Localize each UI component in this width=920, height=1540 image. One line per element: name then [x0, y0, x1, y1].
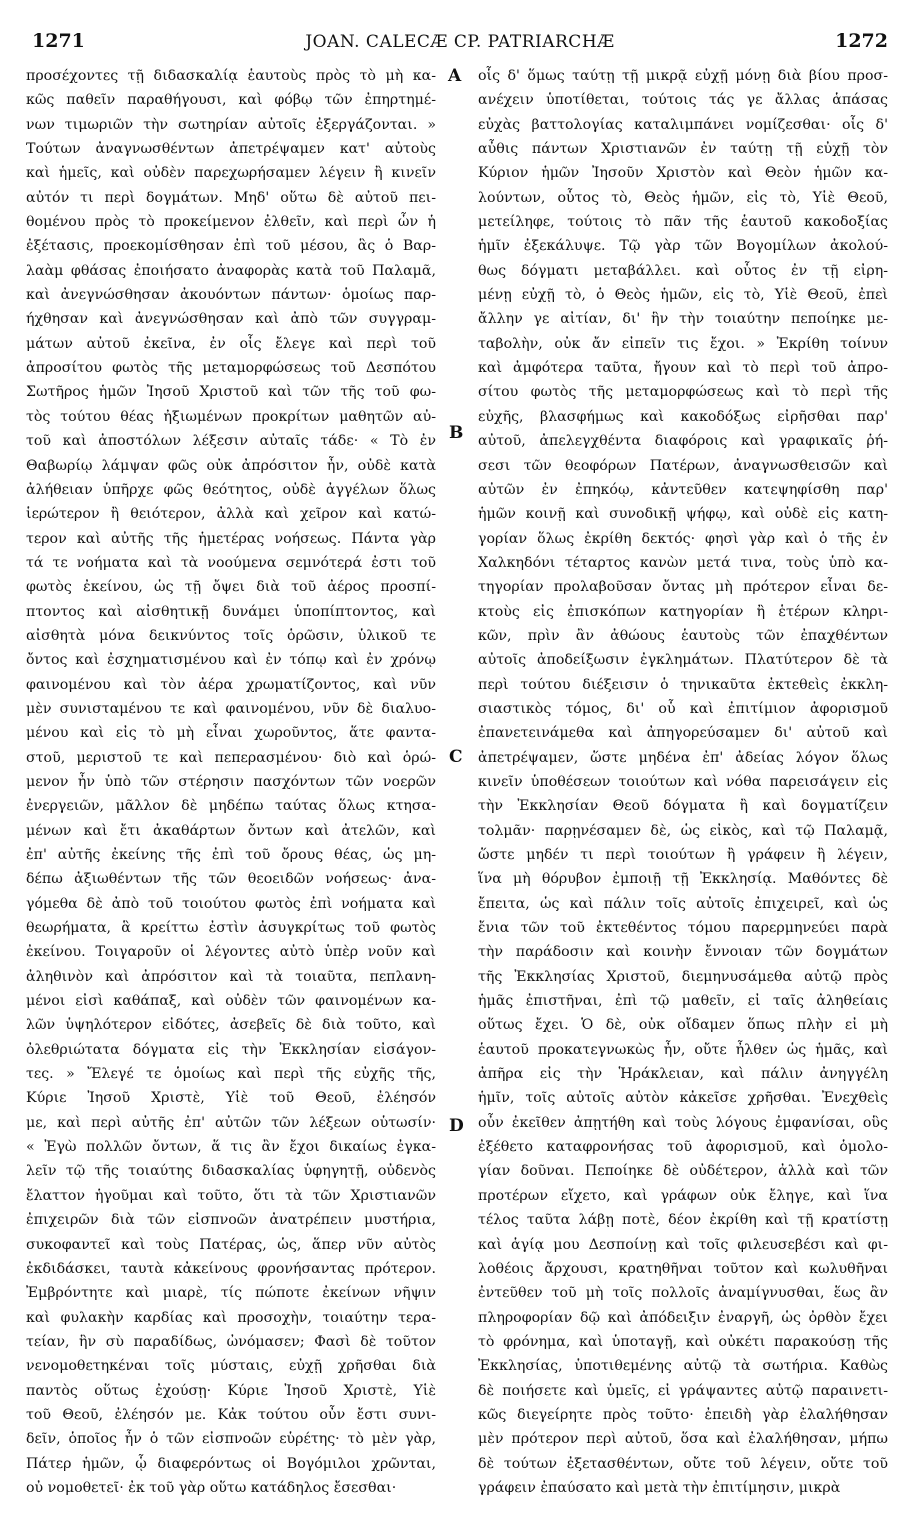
text-line: ἀλήθειαν ὑπῆρχε φῶς θεότητος, οὐδὲ ἀγγέλων ὅλως — [26, 481, 436, 498]
text-line: εὐχὰς βαττολογίας καταλιμπάνει νομίζεσθαι· οἷς δ' — [478, 116, 888, 133]
text-line: ἀπετρέψαμεν, ὥστε μηδένα ἐπ' ἀδείας λόγον ὅλως — [478, 749, 888, 766]
text-line: Κύριον ἡμῶν Ἰησοῦν Χριστὸν καὶ Θεὸν ἡμῶν κα- — [478, 165, 888, 182]
text-line: λεῖν τῷ τῆς τοιαύτης διδασκαλίας ὑφηγητῇ, οὐδενὸς — [26, 1163, 436, 1180]
text-line: « Ἐγὼ πολλῶν ὄντων, ἅ τις ἂν ἔχοι δικαίως ἐγκα- — [26, 1139, 436, 1156]
text-line: με, καὶ περὶ αὐτῆς ἐπ' αὐτῶν τῶν λέξεων οὑτωσίν· — [26, 1114, 436, 1131]
text-line: ἀπροσίτου φωτὸς τῆς μεταμορφώσεως τοῦ Δεσπότου — [26, 360, 436, 377]
margin-marker-b: B — [449, 423, 464, 443]
text-line: τολμᾶν· παρῃνέσαμεν δὲ, ὡς εἰκὸς, καὶ τῷ Παλαμᾷ, — [478, 822, 888, 839]
text-line: οὕτως ἔχει. Ὁ δὲ, οὐκ οἴδαμεν ὅπως πλὴν εἰ μὴ — [478, 1017, 888, 1034]
text-line: ἐπιχειρῶν διὰ τῶν εἰσπνοῶν ἀνατρέπειν μυστήρια, — [26, 1212, 436, 1229]
text-line: καὶ ἁγίᾳ μου Δεσποίνῃ καὶ τοῖς φιλευσεβέσι καὶ φι- — [478, 1236, 888, 1253]
text-line: καὶ ἡμεῖς, καὶ οὐδὲν παρεχωρήσαμεν λέγειν ἢ κινεῖν — [26, 165, 436, 182]
text-line: δὲ τούτων ἐξετασθέντων, οὔτε τοῦ λέγειν, οὔτε τοῦ — [478, 1455, 888, 1472]
text-line: πτοντος καὶ αἰσθητικῇ δυνάμει ὑποπίπτοντος, καὶ — [26, 603, 436, 620]
text-line: ἀπῆρα εἰς τὴν Ἡράκλειαν, καὶ πάλιν ἀνηγγέλη — [478, 1066, 888, 1083]
margin-marker-c: C — [449, 747, 463, 767]
page-header — [30, 30, 890, 56]
text-line: καὶ ἀμφότερα ταῦτα, ἤγουν καὶ τὸ περὶ τοῦ ἀπρο- — [478, 360, 888, 377]
text-line: ἵνα μὴ θόρυβον ἐμποιῇ τῇ Ἐκκλησίᾳ. Μαθόντες δὲ — [478, 871, 888, 888]
right-page-number: 1272 — [835, 30, 888, 52]
text-line: τοῦ Θεοῦ, ἐλέησόν με. Κἀκ τούτου οὖν ἔστι συνι- — [26, 1406, 436, 1423]
text-line: ἐκείνου. Τοιγαροῦν οἱ λέγοντες αὐτὸ ὑπὲρ νοῦν καὶ — [26, 944, 436, 961]
text-line: πληροφορίαν δῷ καὶ ἀπόδειξιν ἐναργῆ, ὡς ὀρθὸν ἔχει — [478, 1309, 888, 1326]
text-line: τὸ φρόνημα, καὶ ὑποταγῇ, καὶ οὐκέτι παρακούσῃ τῆς — [478, 1333, 888, 1350]
text-line: τὸς τούτου θέας ἠξιωμένων προκρίτων μαθητῶν αὐ- — [26, 408, 436, 425]
text-line: θεωρήματα, ἃ κρείττω ἐστὶν ἀσυγκρίτως τοῦ φωτὸς — [26, 920, 436, 937]
text-line: τες. » Ἔλεγέ τε ὁμοίως καὶ περὶ τῆς εὐχῆς τῆς, — [26, 1066, 436, 1083]
text-line: Σωτῆρος ἡμῶν Ἰησοῦ Χριστοῦ καὶ τῶν τῆς τοῦ φω- — [26, 384, 436, 401]
text-line: στοῦ, μεριστοῦ τε καὶ πεπερασμένου· διὸ καὶ ὁρώ- — [26, 749, 436, 766]
text-line: οὖν ἐκεῖθεν ἀπῃτήθη καὶ τοὺς λόγους ἐμφανίσαι, οὓς — [478, 1114, 888, 1131]
text-line: ἐπ' αὐτῆς ἐκείνης τῆς ἐπὶ τοῦ ὄρους θέας, ὡς μη- — [26, 847, 436, 863]
text-line: προτέρων εἴχετο, καὶ γράφων οὐκ ἔληγε, καὶ ἵνα — [478, 1187, 888, 1204]
text-line: Ἐκκλησίας, ὑποτιθεμένης αὐτῷ τὰ σωτήρια. Καθὼς — [478, 1358, 888, 1375]
text-line: ἐνεργειῶν, μᾶλλον δὲ μηδέπω ταύτας ὅλως κτησα- — [26, 798, 436, 815]
text-line: γράφειν ἐπαύσατο καὶ μετὰ τὴν ἐπιτίμησιν, μικρὰ — [478, 1479, 841, 1496]
text-line: κῶς διεγείρητε πρὸς τοῦτο· ἐπειδὴ γὰρ ἐλαλήθησαν — [478, 1406, 888, 1423]
text-line: ἀληθινὸν καὶ ἀπρόσιτον καὶ τὰ τοιαῦτα, πεπλανη- — [26, 968, 436, 985]
text-line: ανέχειν ὑποτίθεται, τούτοις τάς γε ἄλλας ἁπάσας — [478, 92, 888, 109]
text-line: σιαστικὸς τόμος, δι' οὗ καὶ ἐπιτίμιον ἀφορισμοῦ — [478, 700, 888, 717]
text-line: δέπω ἀξιωθέντων τῆς τῶν θεοειδῶν νοήσεως· ἀνα- — [26, 871, 436, 888]
text-line: τά τε νοήματα καὶ τὰ νοούμενα σεμνότερά ἐστι τοῦ — [26, 554, 436, 571]
text-line: σεσι τῶν θεοφόρων Πατέρων, ἀναγνωσθεισῶν καὶ — [478, 457, 888, 474]
text-line: ἑαυτοῦ προκατεγνωκὼς ἦν, οὔτε ἦλθεν ὡς ἡμᾶς, καὶ — [478, 1041, 888, 1058]
text-line: τῆς Ἐκκλησίας Χριστοῦ, διεμηνυσάμεθα αὐτῷ πρὸς — [478, 968, 888, 985]
text-line: περὶ τούτου διέξεισιν ὁ τηνικαῦτα ἐκτεθεὶς ἐκκλη- — [478, 676, 888, 693]
text-line: ἱερώτερον ἢ θειότερον, ἀλλὰ καὶ χεῖρον καὶ κατώ- — [26, 506, 436, 523]
text-line: μὲν συνισταμένου τε καὶ φαινομένου, νῦν δὲ διαλυο- — [26, 700, 436, 717]
text-line: μάτων αὐτοῦ ἐκεῖνα, ἐν οἷς ἔλεγε καὶ περὶ τοῦ — [26, 335, 436, 352]
text-line: ἡμᾶς ἐπιστῆναι, ἐπὶ τῷ μαθεῖν, εἰ ταῖς ἀληθείαις — [478, 993, 888, 1010]
text-line: εὐχῆς, βλασφήμως καὶ κακοδόξως εἰρῆσθαι παρ' — [478, 408, 888, 425]
text-line: μένων καὶ ἔτι ἀκαθάρτων ὄντων καὶ ἀτελῶν, καὶ — [26, 822, 436, 839]
text-line: φαινομένου καὶ τὸν ἀέρα χρωματίζοντος, καὶ νῦν — [26, 676, 436, 693]
text-line: Ἐμβρόντητε καὶ μιαρὲ, τίς πώποτε ἐκείνων νῆψιν — [26, 1285, 436, 1302]
text-line: οἷς δ' ὅμως ταύτῃ τῇ μικρᾷ εὐχῇ μόνῃ διὰ βίου προσ- — [478, 68, 888, 84]
text-line: ἐξέτασις, προεκομίσθησαν ἐπὶ τοῦ μέσου, ἃς ὁ Βαρ- — [26, 238, 436, 255]
text-line: τέλος ταῦτα λάβῃ ποτὲ, δέον ἐκρίθη καὶ τῇ κρατίστῃ — [478, 1212, 888, 1229]
text-line: μετείληφε, τούτοις τὸ πᾶν τῆς ἑαυτοῦ κακοδοξίας — [478, 214, 888, 231]
text-line: παντὸς οὕτως ἐχούσῃ· Κύριε Ἰησοῦ Χριστὲ, Υἱὲ — [26, 1382, 436, 1399]
text-line: αὐτοῦ, ἀπελεγχθέντα διαφόροις καὶ γραφικαῖς ῥή- — [478, 433, 888, 450]
text-line: ὄντος καὶ ἐσχηματισμένου καὶ ἐν τόπῳ καὶ ἐν χρόνῳ — [26, 652, 436, 669]
text-line: ἡμῖν, τοῖς αὐτοῖς αὐτὸν κἀκεῖσε χρῆσθαι. Ἐνεχθεὶς — [478, 1090, 888, 1107]
text-line: αὐτόν τι περὶ δογμάτων. Μηδ' οὕτω δὲ αὐτοῦ πει- — [26, 189, 436, 206]
text-line: αὐτοῖς ἀποδείξωσιν ἐγκλημάτων. Πλατύτερον δὲ τὰ — [478, 652, 888, 669]
text-line: γορίαν ὅλως ἐκρίθη δεκτός· φησὶ γὰρ καὶ ὁ τῆς ἐν — [478, 530, 888, 547]
text-line: τείαν, ἣν σὺ παραδίδως, ὠνόμασεν; Φασὶ δὲ τοῦτον — [26, 1333, 436, 1350]
text-line: μένοι εἰσὶ καθάπαξ, καὶ οὐδὲν τῶν φαινομένων κα- — [26, 993, 436, 1010]
text-line: Τούτων ἀναγνωσθέντων ἀπετρέψαμεν κατ' αὐτοὺς — [26, 141, 436, 158]
left-page-number: 1271 — [32, 30, 85, 52]
text-line: Θαβωρίῳ λάμψαν φῶς οὐκ ἀπρόσιτον ἦν, οὐδὲ κατὰ — [26, 457, 436, 474]
text-line: δεῖν, ὁποῖος ἦν ὁ τῶν εἰσπνοῶν εὑρέτης· τὸ μὲν γὰρ, — [26, 1431, 436, 1448]
text-line: κινεῖν ὑποθέσεων τοιούτων καὶ νόθα παρεισάγειν εἰς — [478, 773, 888, 790]
text-line: θως δόγματι μεταβάλλει. καὶ οὗτος ἐν τῇ εἰρη- — [478, 262, 888, 279]
text-line: καὶ φυλακὴν καρδίας καὶ προσοχὴν, τοιαύτην τερα- — [26, 1309, 436, 1326]
text-line: κῶς παθεῖν παραθήγουσι, καὶ φόβῳ τῶν ἐπηρτημέ- — [26, 92, 436, 109]
text-line: καὶ ἀνεγνώσθησαν ἀκουόντων πάντων· ὁμοίως παρ- — [26, 287, 436, 304]
text-line: νενομοθετηκέναι τοῖς μύσταις, εὐχῇ χρῆσθαι διὰ — [26, 1358, 436, 1375]
text-line: ταβολὴν, οὐκ ἄν εἰπεῖν τις ἔχοι. » Ἐκρίθη τοίνυν — [478, 335, 888, 352]
text-line: ἡμῖν ἐξεκάλυψε. Τῷ γὰρ τῶν Βογομίλων ἀκολού- — [478, 238, 888, 255]
text-line: οὐ νομοθετεῖ· ἐκ τοῦ γὰρ οὕτω κατάδηλος ἔσεσθαι· — [26, 1479, 397, 1496]
text-line: αἰσθητὰ μόνα δεικνύντος τοῖς ὁρῶσιν, ὑλικοῦ τε — [26, 627, 436, 644]
text-line: κῶν, πρὶν ἂν ἀθώους ἑαυτοὺς τῶν ἐπαχθέντων — [478, 627, 888, 644]
text-line: ἔνια τῶν τοῦ ἐκτεθέντος τόμου παρερμηνεύει παρὰ — [478, 920, 888, 937]
text-line: αὐτῶν ἐν ἐπηκόῳ, κἀντεῦθεν κατεψηφίσθη παρ' — [478, 481, 888, 498]
text-line: ήχθησαν καὶ ἀνεγνώσθησαν καὶ ἀπὸ τῶν συγγραμ- — [26, 311, 436, 328]
text-line: γόμεθα δὲ ἀπὸ τοῦ τοιούτου φωτὸς ἐπὶ νοήματα καὶ — [26, 895, 436, 912]
text-line: ἐκδιδάσκει, ταυτὰ κἀκείνους φρονήσαντας πρότερον. — [26, 1260, 436, 1277]
text-line: γίαν δοῦναι. Πεποίηκε δὲ οὐδέτερον, ἀλλὰ καὶ τῶν — [478, 1163, 888, 1180]
text-line: ἡμῶν κοινῇ καὶ συνοδικῇ ψήφῳ, καὶ οὐδὲ εἰς κατη- — [478, 506, 888, 523]
text-line: λοθέοις ἄρχουσι, κρατηθῆναι τοῦτον καὶ κωλυθῆναι — [478, 1260, 888, 1277]
running-title: JOAN. CALECÆ CP. PATRIARCHÆ — [305, 32, 615, 52]
text-line: φωτὸς ἐκείνου, ὡς τῇ ὄψει διὰ τοῦ ἀέρος προσπί- — [26, 579, 436, 596]
text-line: τηγορίαν προλαβοῦσαν ὄντας μὴ πρότερον εἶναι δε- — [478, 579, 888, 596]
text-line: νων τιμωριῶν τὴν σωτηρίαν αὐτοῖς ἐξεργάζονται. » — [26, 116, 436, 133]
text-line: τὴν Ἐκκλησίαν Θεοῦ δόγματα ἢ καὶ δογματίζειν — [478, 798, 888, 815]
text-line: λῶν ὑψηλότερον εἰδότες, ἀσεβεῖς δὲ διὰ τοῦτο, καὶ — [26, 1017, 436, 1034]
text-line: Πάτερ ἡμῶν, ᾧ διαφερόντως οἱ Βογόμιλοι χρῶνται, — [26, 1455, 436, 1472]
text-line: συκοφαντεῖ καὶ τοὺς Πατέρας, ὡς, ἅπερ νῦν αὐτὸς — [26, 1236, 436, 1253]
text-line: θομένου πρὸς τὸ προκείμενον ἐλθεῖν, καὶ περὶ ὧν ἡ — [26, 214, 436, 231]
text-line: ὀλεθριώτατα δόγματα εἰς τὴν Ἐκκλησίαν εἰσάγον- — [26, 1041, 436, 1058]
text-line: ὥστε μηδέν τι περὶ τοιούτων ἢ γράφειν ἢ λέγειν, — [478, 847, 888, 863]
right-text-column — [478, 64, 888, 1500]
text-line: ἐντεῦθεν τοῦ μὴ τοῖς πολλοῖς ἀναμίγνυσθαι, ἕως ἂν — [478, 1285, 888, 1302]
margin-marker-a: A — [448, 66, 462, 86]
text-line: Χαλκηδόνι τέταρτος κανὼν μετά τινα, τοὺς ὑπὸ κα- — [478, 554, 888, 571]
text-line: κτοὺς εἰς ἐπισκόπων κατηγορίαν ἢ ἑτέρων κληρι- — [478, 603, 888, 620]
text-line: λούντων, οὗτος τὸ, Θεὸς ἡμῶν, εἰς τὸ, Υἱὲ Θεοῦ, — [478, 189, 888, 206]
text-line: ἔπειτα, ὡς καὶ πάλιν τοῖς αὐτοῖς ἐπιχειρεῖ, καὶ ὡς — [478, 895, 888, 912]
text-line: τοῦ καὶ ἀποστόλων λέξεσιν αὐταῖς τάδε· « Τὸ ἐν — [26, 433, 436, 450]
left-text-column — [26, 64, 436, 1500]
text-line: τερον καὶ αὐτῆς τῆς ἡμετέρας νοήσεως. Πάντα γὰρ — [26, 530, 436, 547]
text-line: μὲν πρότερον περὶ αὐτοῦ, ὅσα καὶ ἐλαλήθησαν, μήπω — [478, 1431, 888, 1448]
text-line: τὴν παράδοσιν καὶ κοινὴν ἔννοιαν τῶν δογμάτων — [478, 944, 888, 961]
margin-marker-d: D — [449, 1116, 464, 1136]
text-line: δὲ ποιήσετε καὶ ὑμεῖς, εἰ γράψαντες αὐτῷ παραινετι- — [478, 1382, 888, 1399]
text-line: προσέχοντες τῇ διδασκαλίᾳ ἑαυτοὺς πρὸς τὸ μὴ κα- — [26, 68, 436, 84]
text-line: αὖθις πάντων Χριστιανῶν ἐν ταύτῃ τῇ εὐχῇ τὸν — [478, 141, 888, 158]
text-line: ἐπανετεινάμεθα καὶ ἀπηγορεύσαμεν δι' αὐτοῦ καὶ — [478, 725, 888, 742]
text-line: μενον ἦν ὑπὸ τῶν στέρησιν πασχόντων τῶν νοερῶν — [26, 773, 436, 790]
text-line: ἐξέθετο καταφρονήσας τοῦ ἀφορισμοῦ, καὶ ὁμολο- — [478, 1139, 888, 1156]
text-line: μένου καὶ εἰς τὸ μὴ εἶναι χωροῦντος, ἅτε φαντα- — [26, 725, 436, 742]
text-line: λαὰμ φθάσας ἐποιήσατο ἀναφορὰς κατὰ τοῦ Παλαμᾶ, — [26, 262, 436, 279]
text-line: σίτου φωτὸς τῆς μεταμορφώσεως καὶ τὸ περὶ τῆς — [478, 384, 888, 401]
text-line: Κύριε Ἰησοῦ Χριστὲ, Υἱὲ τοῦ Θεοῦ, ἐλέησόν — [26, 1090, 436, 1107]
text-line: ἔλαττον ἡγοῦμαι καὶ τοῦτο, ὅτι τὰ τῶν Χριστιανῶν — [26, 1187, 436, 1204]
text-line: μένῃ εὐχῇ τὸ, ὁ Θεὸς ἡμῶν, εἰς τὸ, Υἱὲ Θεοῦ, ἐπεὶ — [478, 287, 888, 304]
text-line: ἄλλην γε αἰτίαν, δι' ἣν τὴν τοιαύτην πεποίηκε με- — [478, 311, 888, 328]
